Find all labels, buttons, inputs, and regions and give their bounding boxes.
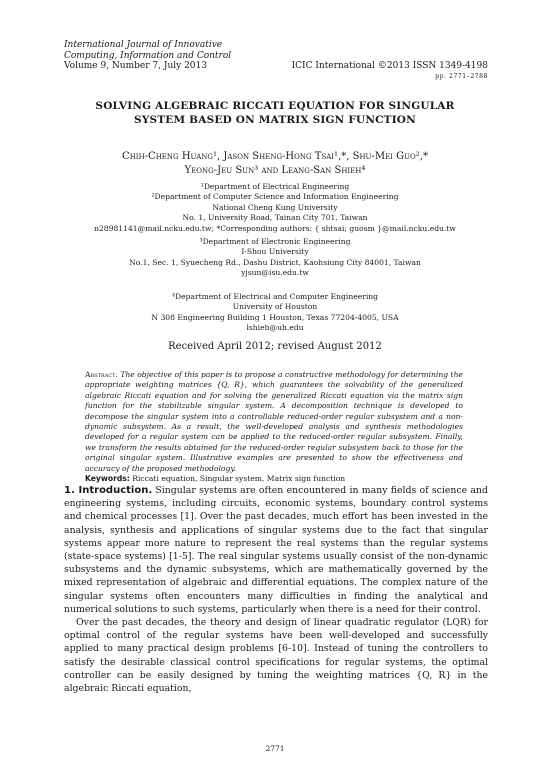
received-dates: Received April 2012; revised August 2012 bbox=[168, 341, 382, 352]
affiliation-line: University of Houston bbox=[232, 302, 318, 312]
abstract-text: The objective of this paper is to propose a constructive methodology for determining the appropriate weighting matrices {Q, R}, which guarantees the solvability of the generalized algebraic Riccati equation and for solving the generalized Riccati equation via the matrix sign function for the stabilizable singular system. A decomposition technique is developed to decompose the singular system into a controllable reduced-order regular subsystem and a non-dynamic subsystem. As a result, the well-developed analysis and synthesis methodologies developed for a regular system can be applied to the reduced-order regular subsystem. Finally, we transform the results obtained for the reduced-order regular subsystem back to those for the original singular system. Illustrative examples are presented to show the effectiveness and accuracy of the proposed methodology. bbox=[85, 370, 463, 473]
contact-emails: n28981141@mail.ncku.edu.tw; *Corresponding authors: { shtsai; guosm }@mail.ncku.edu.tw bbox=[94, 223, 456, 233]
title-line-1: SOLVING ALGEBRAIC RICCATI EQUATION FOR SINGULAR bbox=[95, 100, 455, 112]
keywords-text: Riccati equation, Singular system, Matrix sign function bbox=[132, 474, 346, 484]
affiliation-3 bbox=[12, 237, 538, 279]
affiliation-line: No. 1, University Road, Tainan City 701, Taiwan bbox=[182, 213, 368, 223]
journal-header bbox=[64, 40, 488, 80]
affiliation-line: ⁴Department of Electrical and Computer Engineering bbox=[171, 292, 379, 301]
affiliation-email: lshieh@uh.edu bbox=[246, 323, 304, 333]
affiliation-line: I-Shou University bbox=[241, 247, 309, 257]
section-heading: 1. Introduction. bbox=[64, 485, 153, 496]
author-list bbox=[40, 150, 510, 178]
authors-line-2: Yeong-Jeu Sun³ and Leang-San Shieh⁴ bbox=[184, 165, 366, 176]
affiliation-line: National Cheng Kung University bbox=[212, 202, 338, 212]
affiliation-4 bbox=[12, 292, 538, 334]
affiliation-line: ³Department of Electronic Engineering bbox=[199, 237, 351, 246]
keywords-label: Keywords: bbox=[85, 474, 130, 484]
introduction-section bbox=[64, 484, 488, 695]
issn: ICIC International ©2013 ISSN 1349-4198 bbox=[291, 61, 488, 71]
affiliation-email: yjsun@isu.edu.tw bbox=[241, 268, 309, 278]
abstract-label: Abstract. bbox=[85, 370, 118, 379]
journal-name-line2: Computing, Information and Control bbox=[64, 50, 232, 61]
abstract bbox=[85, 370, 463, 484]
affiliation-line: ¹Department of Electrical Engineering bbox=[200, 182, 350, 191]
intro-paragraph-2: Over the past decades, the theory and design of linear quadratic regulator (LQR) for optimal control of the regular systems have been well-developed and successfully applied to many practical design problems [6-10]. Instead of tuning the controllers to satisfy the desirable classical control specifications for regular systems, the optimal controller can be easily designed by tuning the weighting matrices {Q, R} in the algebraic Riccati equation, bbox=[64, 617, 488, 695]
issn-block bbox=[292, 61, 488, 82]
journal-volume: Volume 9, Number 7, July 2013 bbox=[64, 61, 207, 71]
intro-paragraph-1 bbox=[64, 484, 488, 616]
affiliation-line: N 308 Engineering Building 1 Houston, Texas 77204-4005, USA bbox=[151, 312, 399, 322]
authors-line-1: Chih-Cheng Huang¹, Jason Sheng-Hong Tsai¹,*, Shu-Mei Guo²,* bbox=[122, 151, 428, 162]
intro-paragraph-1-text: Singular systems are often encountered in many fields of science and engineering systems, including circuits, economic systems, boundary control systems and chemical processes [1]. Over the past decades, much effort has been invested in the analysis, synthesis and applications of singular systems due to the fact that singular systems appear more nature to represent the real systems than the regular systems (state-space systems) [1-5]. The real singular systems usually consist of the non-dynamic subsystems and the dynamic subsystems, which are mathematically governed by the mixed representation of algebraic and differential equations. The complex nature of the singular systems often encounters many difficulties in finding the analytical and numerical solutions to such systems, particularly when there is a need for their control. bbox=[64, 485, 488, 615]
title-line-2: SYSTEM BASED ON MATRIX SIGN FUNCTION bbox=[134, 113, 416, 126]
keywords bbox=[85, 474, 463, 484]
page-number: 2771 bbox=[265, 744, 285, 753]
affiliation-line: No.1, Sec. 1, Syuecheng Rd., Dashu District, Kaohsiung City 84001, Taiwan bbox=[129, 257, 421, 267]
page-range: pp. 2771–2788 bbox=[435, 72, 488, 80]
paper-title bbox=[60, 100, 490, 127]
journal-name-line1: International Journal of Innovative bbox=[64, 40, 223, 50]
affiliation-line: ²Department of Computer Science and Information Engineering bbox=[151, 192, 399, 202]
affiliation-1 bbox=[12, 182, 538, 234]
